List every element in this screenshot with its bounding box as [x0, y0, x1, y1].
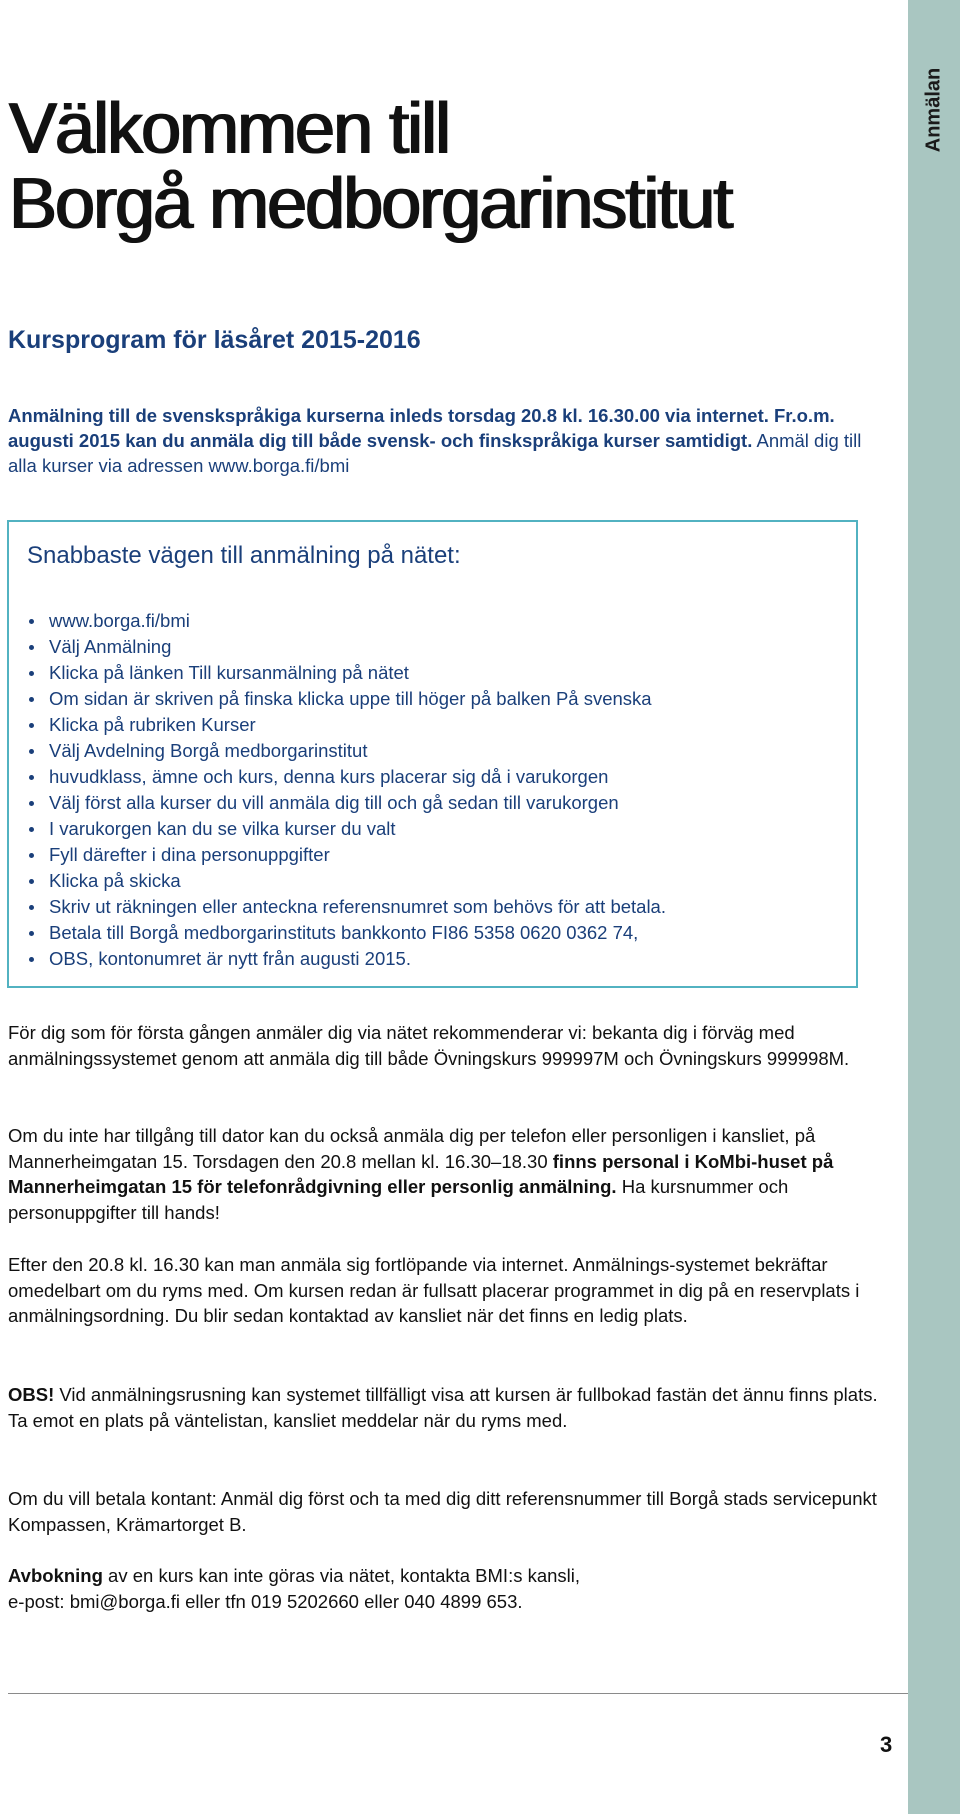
steps-list — [23, 608, 666, 972]
intro-bold-text: Anmälning till de svenskspråkiga kurserna inleds torsdag 20.8 kl. 16.30.00 via internet. Fr.o.m. augusti 2015 kan du anmäla dig till både svensk- och finskspråkiga kurser samtidigt. — [8, 405, 835, 451]
side-tab — [908, 0, 960, 1814]
cancellation-contact: e-post: bmi@borga.fi eller tfn 019 5202660 eller 040 4899 653. — [8, 1590, 523, 1612]
paragraph-first-time: För dig som för första gången anmäler dig via nätet rekommenderar vi: bekanta dig i förväg med anmälningssystemet genom att anmäla dig till både Övningskurs 999997M och Övningskurs 999998M. — [8, 1022, 850, 1069]
step-item: Välj först alla kurser du vill anmäla dig till och gå sedan till varukorgen — [23, 790, 666, 816]
cancellation-text: av en kurs kan inte göras via nätet, kontakta BMI:s kansli, — [102, 1565, 581, 1586]
step-item: Välj Anmälning — [23, 634, 666, 660]
paragraph-phone-end: Ha kursnummer och personuppgifter till hands! — [8, 1176, 789, 1223]
paragraph-obs — [8, 1382, 878, 1433]
box-heading: Snabbaste vägen till anmälning på nätet: — [27, 542, 461, 569]
page-title-line-2: Borgå medborgarinstitut — [8, 163, 731, 244]
step-item: Skriv ut räkningen eller anteckna referensnumret som behövs för att betala. — [23, 894, 666, 920]
step-item: Fyll därefter i dina personuppgifter — [23, 842, 666, 868]
obs-text: Vid anmälningsrusning kan systemet tillfälligt visa att kursen är fullbokad fastän det ännu finns plats. Ta emot en plats på väntelistan, kansliet meddelar när du ryms med. — [8, 1384, 878, 1431]
registration-steps-box — [7, 520, 858, 988]
paragraph-after-date: Efter den 20.8 kl. 16.30 kan man anmäla sig fortlöpande via internet. Anmälnings-systemet bekräftar omedelbart om du ryms med. Om kursen redan är fullsatt placerar programmet in dig på en reservplats i anmälningsordning. Du blir sedan kontaktad av kansliet när det finns en ledig plats. — [8, 1254, 860, 1326]
paragraph-phone-bold: finns personal i KoMbi-huset på Mannerheimgatan 15 för telefonrådgivning eller personlig anmälning. — [8, 1150, 834, 1197]
obs-label: OBS! — [8, 1384, 55, 1405]
page-title — [8, 89, 731, 244]
step-item: huvudklass, ämne och kurs, denna kurs placerar sig då i varukorgen — [23, 764, 666, 790]
paragraph-cash-payment: Om du vill betala kontant: Anmäl dig först och ta med dig ditt referensnummer till Borgå stads servicepunkt Kompassen, Krämartorget B. — [8, 1488, 877, 1535]
step-item: Välj Avdelning Borgå medborgarinstitut — [23, 738, 666, 764]
step-item: I varukorgen kan du se vilka kurser du valt — [23, 816, 666, 842]
paragraph-cancellation — [8, 1563, 878, 1614]
step-item: OBS, kontonumret är nytt från augusti 2015. — [23, 946, 666, 972]
side-tab-label: Anmälan — [922, 67, 945, 153]
step-item: Klicka på skicka — [23, 868, 666, 894]
step-item: Klicka på länken Till kursanmälning på nätet — [23, 660, 666, 686]
page-title-line-1: Välkommen till — [8, 89, 449, 169]
step-item: Betala till Borgå medborgarinstituts bankkonto FI86 5358 0620 0362 74, — [23, 920, 666, 946]
subtitle: Kursprogram för läsåret 2015-2016 — [8, 326, 421, 354]
step-item: Om sidan är skriven på finska klicka uppe till höger på balken På svenska — [23, 686, 666, 712]
page-number: 3 — [880, 1732, 893, 1757]
intro-normal-text: Anmäl dig till alla kurser via adressen www.borga.fi/bmi — [8, 430, 862, 476]
paragraph-phone-start: Om du inte har tillgång till dator kan du också anmäla dig per telefon eller personligen i kansliet, på Mannerheimgatan 15. Torsdagen den 20.8 mellan kl. 16.30–18.30 — [8, 1125, 816, 1172]
step-item: Klicka på rubriken Kurser — [23, 712, 666, 738]
step-item: www.borga.fi/bmi — [23, 608, 666, 634]
cancellation-label: Avbokning — [8, 1565, 103, 1586]
intro-paragraph — [8, 403, 868, 478]
footer-divider — [8, 1693, 908, 1694]
paragraph-phone-registration — [8, 1123, 878, 1225]
